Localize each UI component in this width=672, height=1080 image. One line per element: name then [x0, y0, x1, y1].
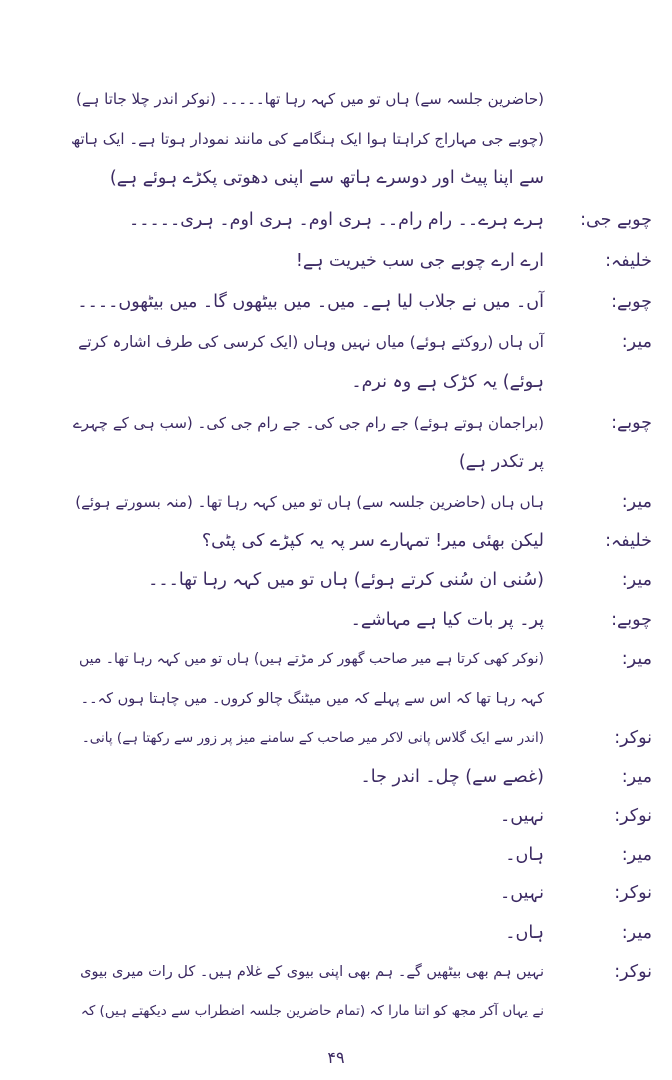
dialogue-line: پر تکدر ہے) — [458, 452, 544, 472]
speaker-label: میر: — [621, 570, 652, 590]
dialogue-line: (براجمان ہوتے ہوئے) جے رام جی کی۔ جے رام جی کی۔ (سب ہی کے چہرے — [72, 414, 544, 432]
dialogue-line: ہاں۔ — [505, 923, 544, 943]
speaker-label: نوکر: — [614, 962, 652, 982]
dialogue-line: ہاں ہاں (حاضرین جلسہ سے) ہاں تو میں کہہ رہا تھا۔ (منہ بسورتے ہوئے) — [75, 493, 544, 511]
dialogue-line: (سُنی ان سُنی کرتے ہوئے) ہاں تو میں کہہ رہا تھا۔۔۔ — [148, 570, 544, 590]
speaker-label: خلیفہ: — [605, 531, 652, 551]
dialogue-line: (غصے سے) چل۔ اندر جا۔ — [360, 767, 544, 787]
dialogue-line: (اندر سے ایک گلاس پانی لاکر میر صاحب کے سامنے میز پر زور سے رکھتا ہے) پانی۔ — [81, 730, 544, 746]
dialogue-line: سے اپنا پیٹ اور دوسرے ہاتھ سے اپنی دھوتی پکڑے ہوئے ہے) — [109, 168, 544, 188]
speaker-label: نوکر: — [614, 728, 652, 748]
dialogue-line: آں۔ میں نے جلاب لیا ہے۔ میں۔ میں بیٹھوں گا۔ میں بیٹھوں۔۔۔۔ — [77, 292, 544, 312]
dialogue-line: نہیں۔ — [500, 883, 544, 903]
dialogue-line: ارے ارے چوبے جی سب خیریت ہے! — [295, 251, 544, 271]
dialogue-line: کہہ رہا تھا کہ اس سے پہلے کہ میں میٹنگ چالو کروں۔ میں چاہتا ہوں کہ۔۔ — [80, 691, 544, 707]
dialogue-line: نہیں۔ — [500, 806, 544, 826]
speaker-label: چوبے جی: — [580, 210, 652, 230]
dialogue-line: پر۔ پر بات کیا ہے مہاشے۔ — [350, 610, 544, 630]
speaker-label: میر: — [621, 649, 652, 669]
speaker-label: چوبے: — [611, 610, 652, 630]
speaker-label: خلیفہ: — [605, 251, 652, 271]
dialogue-line: (نوکر کھی کرتا ہے میر صاحب گھور کر مڑتے ہیں) ہاں تو میں کہہ رہا تھا۔ میں — [78, 651, 544, 667]
speaker-label: میر: — [621, 845, 652, 865]
speaker-label: میر: — [621, 332, 652, 352]
dialogue-line: لیکن بھئی میر! تمہارے سر پہ یہ کپڑے کی پٹی؟ — [201, 531, 544, 551]
dialogue-line: نہیں ہم بھی بیٹھیں گے۔ ہم بھی اپنی بیوی کے غلام ہیں۔ کل رات میری بیوی — [80, 964, 544, 980]
dialogue-line: ہاں۔ — [505, 845, 544, 865]
speaker-label: نوکر: — [614, 806, 652, 826]
speaker-label: میر: — [621, 767, 652, 787]
page-number: ۴۹ — [327, 1048, 345, 1067]
dialogue-line: ہرے ہرے۔۔ رام رام۔۔ ہری اوم۔ ہری اوم۔ ہری۔۔۔۔۔ — [128, 210, 544, 230]
speaker-label: میر: — [621, 923, 652, 943]
dialogue-line: (حاضرین جلسہ سے) ہاں تو میں کہہ رہا تھا۔۔۔۔۔ (نوکر اندر چلا جاتا ہے) — [75, 90, 544, 108]
speaker-label: چوبے: — [611, 292, 652, 312]
dialogue-line: نے یہاں آکر مجھ کو اتنا مارا کہ (تمام حاضرین جلسہ اضطراب سے دیکھتے ہیں) کہ — [80, 1003, 544, 1019]
dialogue-line: ہوئے) یہ کڑک ہے وہ نرم۔ — [351, 372, 544, 392]
speaker-label: میر: — [621, 492, 652, 512]
speaker-label: چوبے: — [611, 413, 652, 433]
dialogue-line: آں ہاں (روکتے ہوئے) میاں نہیں وہاں (ایک کرسی کی طرف اشارہ کرتے — [78, 333, 544, 351]
speaker-label: نوکر: — [614, 883, 652, 903]
dialogue-line: (چوبے جی مہاراج کراہتا ہوا ایک ہنگامے کی مانند نمودار ہوتا ہے۔ ایک ہاتھ — [71, 130, 544, 148]
